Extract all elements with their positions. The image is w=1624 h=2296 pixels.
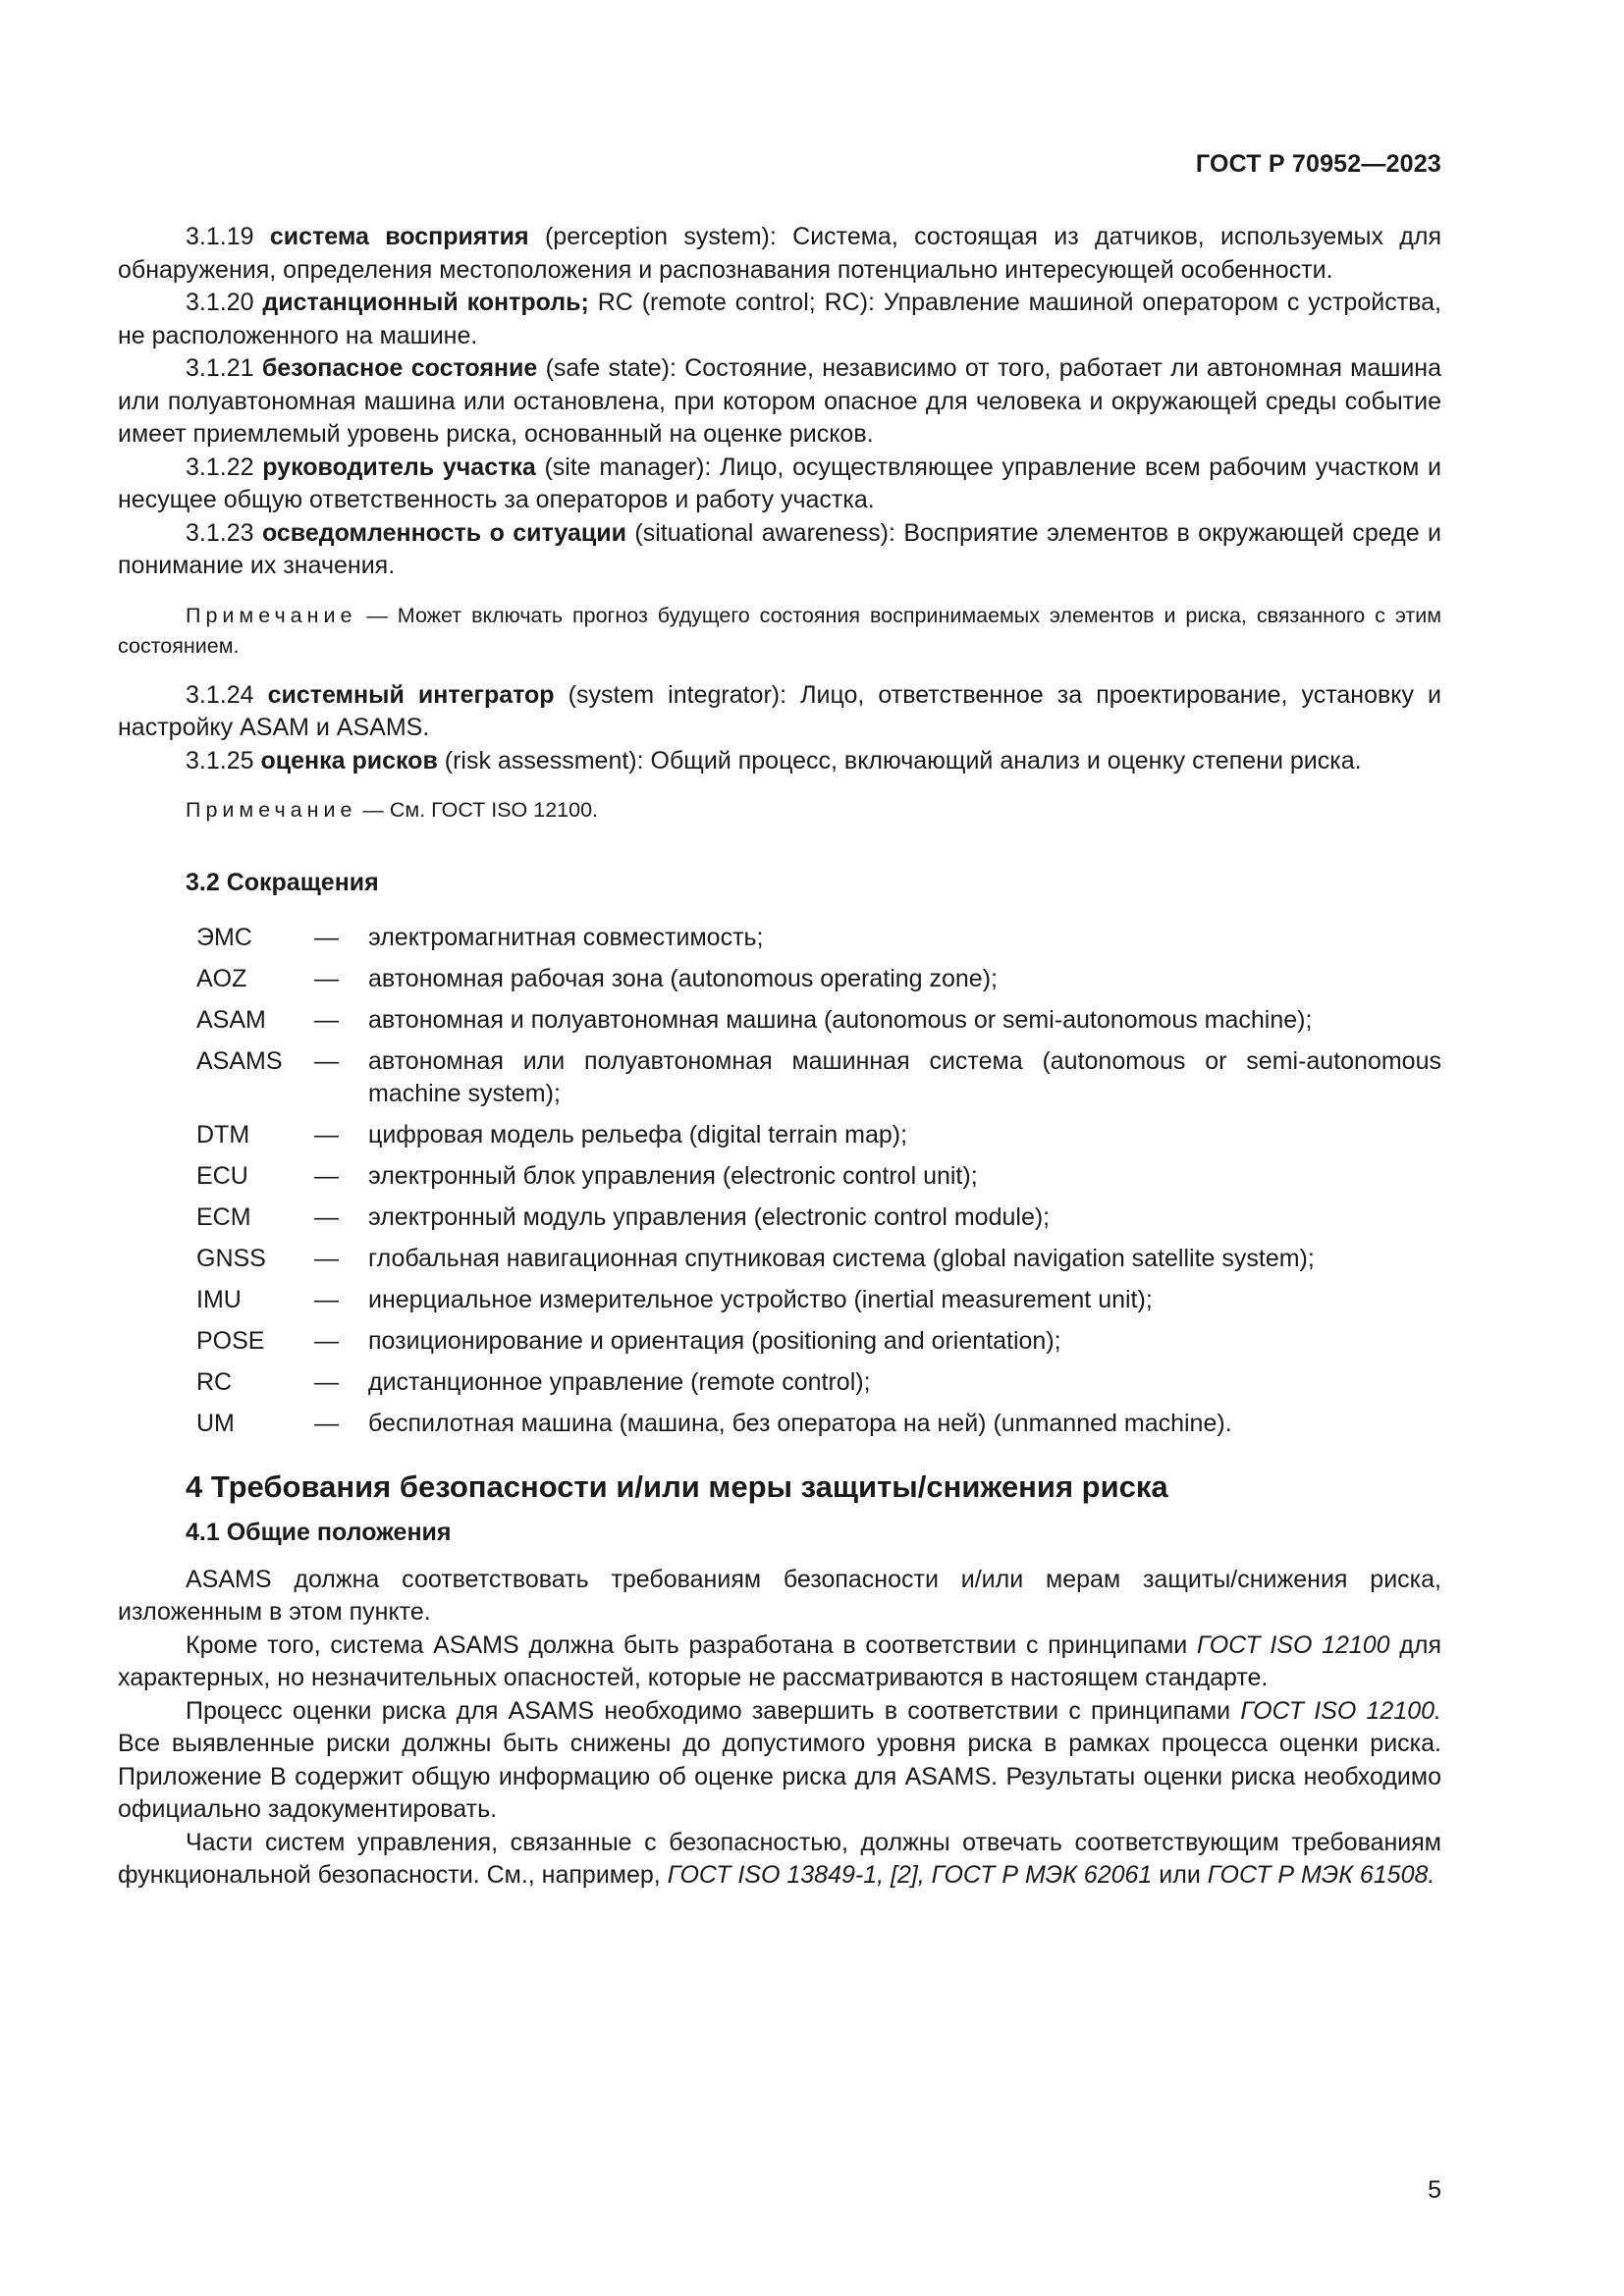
abbreviation-row xyxy=(196,1198,1441,1239)
abbreviation-description: позиционирование и ориентация (positioning and orientation); xyxy=(368,1327,1061,1355)
term-definition: (situational awareness): Восприятие элементов в окружающей среде и понимание их значения. xyxy=(118,518,1442,579)
paragraph-design-principles xyxy=(118,1629,1441,1695)
abbreviation-code: IMU xyxy=(196,1286,242,1313)
abbreviation-code: RC xyxy=(196,1368,233,1396)
abbreviation-code: ЭМС xyxy=(196,924,252,951)
abbreviation-dash: — xyxy=(314,924,339,951)
abbreviation-code: AOZ xyxy=(196,965,247,992)
term-number: 3.1.22 xyxy=(186,453,263,481)
term-number: 3.1.24 xyxy=(186,680,268,709)
paragraph-text: или xyxy=(1152,1861,1208,1889)
document-header: ГОСТ Р 70952—2023 xyxy=(1195,150,1441,178)
abbreviation-dash: — xyxy=(314,1203,339,1231)
abbreviation-dash: — xyxy=(314,1327,339,1355)
term-3-1-23 xyxy=(118,517,1441,583)
abbreviation-code: ASAMS xyxy=(196,1047,283,1075)
section-heading-3-2: 3.2 Сокращения xyxy=(186,869,379,896)
abbreviation-description: автономная и полуавтономная машина (autonomous or semi-autonomous machine); xyxy=(368,1006,1313,1034)
term-number: 3.1.21 xyxy=(186,354,262,382)
paragraph-text: Части систем управления, связанные с безопасностью, должны отвечать соответствующим требованиям функциональной безопасности. См., например, xyxy=(118,1828,1441,1889)
abbreviation-row xyxy=(196,1000,1441,1041)
term-3-1-22 xyxy=(118,452,1441,517)
abbreviation-dash: — xyxy=(314,1286,339,1313)
term-name: руководитель участка xyxy=(262,453,536,481)
abbreviation-dash: — xyxy=(314,965,339,992)
paragraph-text: Процесс оценки риска для ASAMS необходимо завершить в соответствии с принципами xyxy=(186,1696,1241,1725)
term-name: оценка рисков xyxy=(260,746,438,774)
abbreviation-dash: — xyxy=(314,1121,339,1148)
term-definition: RC (remote control; RC): Управление машиной оператором с устройства, не расположенного на машине. xyxy=(118,289,1442,349)
abbreviation-description: автономная или полуавтономная машинная система (autonomous or semi-autonomous machine system); xyxy=(368,1047,1441,1107)
page-number: 5 xyxy=(1428,2176,1441,2204)
abbreviation-description: электронный модуль управления (electronic control module); xyxy=(368,1203,1051,1231)
abbreviation-row xyxy=(196,1362,1441,1404)
abbreviation-row xyxy=(196,1239,1441,1280)
term-number: 3.1.19 xyxy=(186,223,270,250)
abbreviation-code: DTM xyxy=(196,1121,250,1148)
abbreviation-description: инерциальное измерительное устройство (inertial measurement unit); xyxy=(368,1286,1153,1313)
abbreviation-code: POSE xyxy=(196,1327,265,1355)
term-3-1-25 xyxy=(118,745,1441,778)
abbreviation-dash: — xyxy=(314,1162,339,1190)
abbreviation-code: ECU xyxy=(196,1162,248,1190)
abbreviation-code: ECM xyxy=(196,1203,251,1231)
note-risk-assessment xyxy=(118,795,1441,826)
abbreviation-code: UM xyxy=(196,1410,235,1437)
paragraph-text: Все выявленные риски должны быть снижены до допустимого уровня риска в рамках процесса оценки риска. Приложение В содержит общую информацию об оценке риска для ASAMS. Результаты оценки риска необходимо официально задокументировать. xyxy=(118,1730,1441,1823)
abbreviations-table xyxy=(196,918,1441,1445)
abbreviation-code: GNSS xyxy=(196,1245,266,1272)
term-number: 3.1.25 xyxy=(186,746,261,774)
abbreviation-description: электромагнитная совместимость; xyxy=(368,924,764,951)
term-name: система восприятия xyxy=(269,223,529,250)
abbreviation-description: цифровая модель рельефа (digital terrain map); xyxy=(368,1121,908,1148)
section-heading-4: 4 Требования безопасности и/или меры защиты/снижения риска xyxy=(186,1468,1168,1504)
term-name: системный интегратор xyxy=(267,680,555,709)
term-name: дистанционный контроль; xyxy=(262,289,589,316)
paragraph-text: Кроме того, система ASAMS должна быть разработана в соответствии с принципами xyxy=(186,1630,1197,1659)
abbreviation-description: беспилотная машина (машина, без оператора на ней) (unmanned machine). xyxy=(368,1410,1232,1437)
abbreviation-dash: — xyxy=(314,1368,339,1396)
abbreviation-row xyxy=(196,918,1441,959)
standard-reference: ГОСТ ISO 13849-1, [2], ГОСТ Р МЭК 62061 xyxy=(667,1861,1153,1889)
term-number: 3.1.23 xyxy=(186,518,262,547)
abbreviation-row xyxy=(196,1115,1441,1156)
term-name: безопасное состояние xyxy=(261,354,538,382)
standard-reference: ГОСТ ISO 12100 xyxy=(1196,1630,1390,1659)
note-text: — См. ГОСТ ISO 12100. xyxy=(356,798,599,822)
page-content xyxy=(118,221,1441,1893)
abbreviation-dash: — xyxy=(314,1410,339,1437)
paragraph-asams-requirements xyxy=(118,1564,1441,1629)
term-definition: (site manager): Лицо, осуществляющее управление всем рабочим участком и несущее общую ответственность за операторов и работу участка. xyxy=(118,453,1442,513)
abbreviation-row xyxy=(196,1321,1441,1362)
term-number: 3.1.20 xyxy=(186,289,263,316)
abbreviation-description: дистанционное управление (remote control); xyxy=(368,1368,871,1396)
paragraph-risk-assessment-process xyxy=(118,1695,1441,1827)
section-heading-4-1: 4.1 Общие положения xyxy=(186,1519,452,1546)
paragraph-functional-safety xyxy=(118,1827,1441,1893)
abbreviation-row xyxy=(196,1404,1441,1445)
term-3-1-19 xyxy=(118,221,1441,287)
abbreviation-dash: — xyxy=(314,1047,339,1075)
abbreviation-dash: — xyxy=(314,1006,339,1034)
abbreviation-row xyxy=(196,959,1441,1000)
note-label: Примечание xyxy=(186,798,357,822)
abbreviation-description: автономная рабочая зона (autonomous operating zone); xyxy=(368,965,998,992)
term-3-1-20 xyxy=(118,287,1441,352)
term-definition: (risk assessment): Общий процесс, включающий анализ и оценку степени риска. xyxy=(437,746,1362,774)
paragraph-text: ASAMS должна соответствовать требованиям безопасности и/или мерам защиты/снижения риска, изложенным в этом пункте. xyxy=(118,1565,1441,1626)
abbreviation-dash: — xyxy=(314,1245,339,1272)
standard-reference: ГОСТ ISO 12100. xyxy=(1240,1696,1441,1725)
standard-reference: ГОСТ Р МЭК 61508. xyxy=(1207,1861,1435,1889)
term-definition: (safe state): Состояние, независимо от того, работает ли автономная машина или полуавтономная машина или остановлена, при котором опасное для человека и окружающей среды событие имеет приемлемый уровень риска, основанный на оценке рисков. xyxy=(118,354,1441,448)
note-label: Примечание xyxy=(186,603,357,627)
abbreviation-row xyxy=(196,1280,1441,1321)
paragraph-text: для характерных, но незначительных опасностей, которые не рассматриваются в настоящем стандарте. xyxy=(118,1630,1441,1691)
term-3-1-21 xyxy=(118,352,1441,452)
term-definition: (system integrator): Лицо, ответственное за проектирование, установку и настройку ASAM и ASAMS. xyxy=(118,680,1441,741)
abbreviation-code: ASAM xyxy=(196,1006,266,1034)
note-situational-awareness xyxy=(118,601,1441,662)
abbreviation-row xyxy=(196,1156,1441,1198)
abbreviation-description: электронный блок управления (electronic control unit); xyxy=(368,1162,978,1190)
term-definition: (perception system): Система, состоящая из датчиков, используемых для обнаружения, определения местоположения и распознавания потенциально интересующей особенности. xyxy=(118,223,1442,284)
term-3-1-24 xyxy=(118,679,1441,745)
note-text: — Может включать прогноз будущего состояния воспринимаемых элементов и риска, связанного с этим состоянием. xyxy=(118,603,1441,658)
abbreviation-description: глобальная навигационная спутниковая система (global navigation satellite system); xyxy=(368,1245,1315,1272)
abbreviation-row xyxy=(196,1041,1441,1115)
term-name: осведомленность о ситуации xyxy=(261,518,626,547)
